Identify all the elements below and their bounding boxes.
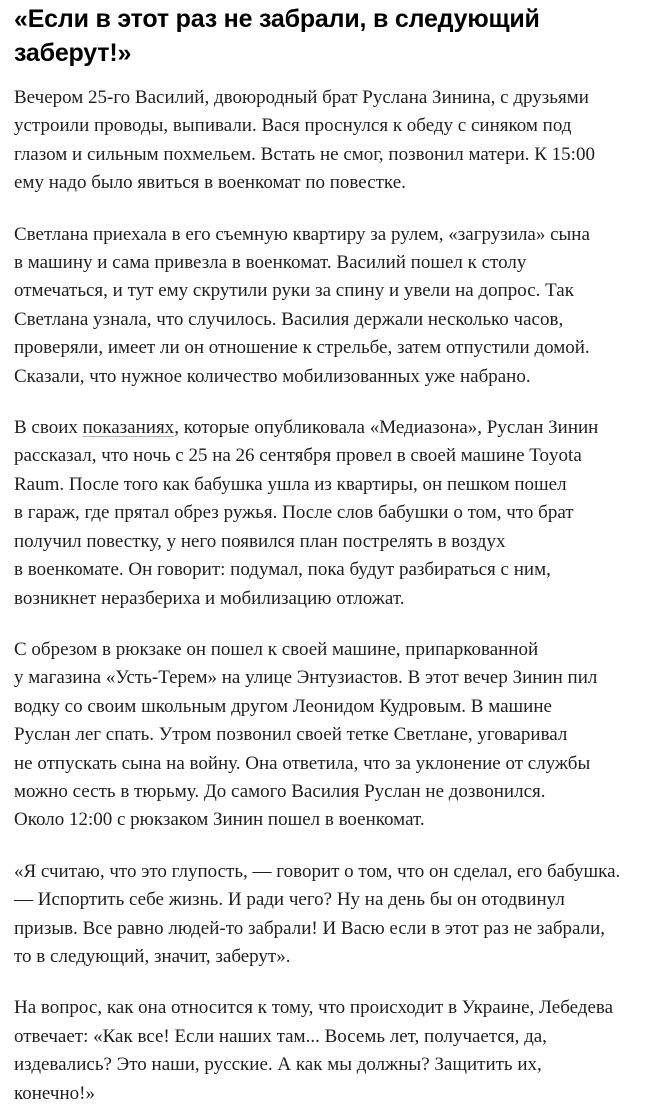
paragraph-line: проверяли, имеет ли он отношение к стрельбе, затем отпустили домой.: [14, 337, 590, 359]
paragraph-line: возникнет неразбериха и мобилизацию отложат.: [14, 587, 405, 609]
paragraph-line: Сказали, что нужное количество мобилизованных уже набрано.: [14, 365, 531, 387]
paragraph-line: Raum. После того как бабушка ушла из квартиры, он пешком пошел: [14, 473, 567, 495]
paragraph-line: издевались? Это наши, русские. А как мы должны? Защитить их,: [14, 1054, 542, 1076]
paragraph-line: водку со своим школьным другом Леонидом Кудровым. В машине: [14, 695, 552, 717]
paragraph-line: в машину и сама привезла в военкомат. Василий пошел к столу: [14, 252, 527, 274]
paragraph-text: В своих: [14, 417, 83, 439]
paragraph-line: С обрезом в рюкзаке он пошел к своей машине, припаркованной: [14, 638, 539, 660]
paragraph-lebedeva-answer: [14, 994, 652, 1108]
paragraph-line: ему надо было явиться в военкомат по повестке.: [14, 172, 406, 194]
paragraph-sawn-off-backpack: [14, 636, 652, 835]
paragraph-line: в военкомате. Он говорит: подумал, пока будут разбираться с ним,: [14, 559, 551, 581]
paragraph-line: глазом и сильным похмельем. Встать не смог, позвонил матери. К 15:00: [14, 143, 595, 165]
paragraph-line: — Испортить себе жизнь. И ради чего? Ну на день бы он отодвинул: [14, 889, 565, 911]
paragraph-line: то в следующий, значит, заберут».: [14, 945, 291, 967]
paragraph-line: Светлана приехала в его съемную квартиру за рулем, «загрузила» сына: [14, 223, 590, 245]
headline-line: заберут!»: [14, 39, 132, 67]
paragraph-line: Руслан лег спать. Утром позвонил своей тетке Светлане, уговаривал: [14, 724, 568, 746]
paragraph-line: призыв. Все равно людей-то забрали! И Васю если в этот раз не забрали,: [14, 917, 606, 939]
paragraph-line: [14, 414, 652, 442]
paragraph-line: Вечером 25-го Василий, двоюродный брат Руслана Зинина, с друзьями: [14, 87, 589, 108]
paragraph-line: рассказал, что ночь с 25 на 26 сентября провел в своей машине Toyota: [14, 445, 582, 467]
paragraph-line: в гараж, где прятал обрез ружья. После слов бабушки о том, что брат: [14, 502, 574, 524]
paragraph-grandmother-quote: [14, 858, 652, 972]
paragraph-svetlana-enlistment-office: [14, 221, 652, 391]
paragraph-line: получил повестку, у него появился план пострелять в воздух: [14, 530, 506, 552]
paragraph-line: «Я считаю, что это глупость, — говорит о том, что он сделал, его бабушка.: [14, 860, 621, 882]
testimony-link[interactable]: показаниях: [82, 417, 175, 439]
article-headline: [14, 2, 652, 70]
paragraph-line: На вопрос, как она относится к тому, что происходит в Украине, Лебедева: [14, 997, 614, 1019]
paragraph-line: Около 12:00 с рюкзаком Зинин пошел в военкомат.: [14, 809, 425, 831]
paragraph-line: устроили проводы, выпивали. Вася проснулся к обеду с синяком под: [14, 115, 572, 137]
paragraph-line: у магазина «Усть-Терем» на улице Энтузиастов. В этот вечер Зинин пил: [14, 667, 598, 689]
paragraph-line: Светлана узнала, что случилось. Василия держали несколько часов,: [14, 308, 564, 330]
paragraph-line: отмечаться, и тут ему скрутили руки за спину и увели на допрос. Так: [14, 280, 574, 302]
headline-line: «Если в этот раз не забрали, в следующий: [14, 5, 540, 33]
paragraph-line: конечно!»: [14, 1082, 95, 1104]
paragraph-line: не отпускать сына на войну. Она ответила, что за уклонение от службы: [14, 752, 591, 774]
paragraph-evening-send-off: [14, 84, 652, 198]
paragraph-testimony: [14, 414, 652, 613]
paragraph-text: , которые опубликовала «Медиазона», Руслан Зинин: [174, 417, 599, 439]
paragraph-line: отвечает: «Как все! Если наших там... Восемь лет, получается, да,: [14, 1025, 547, 1047]
paragraph-line: можно сесть в тюрьму. До самого Василия Руслан не дозвонился.: [14, 780, 546, 802]
